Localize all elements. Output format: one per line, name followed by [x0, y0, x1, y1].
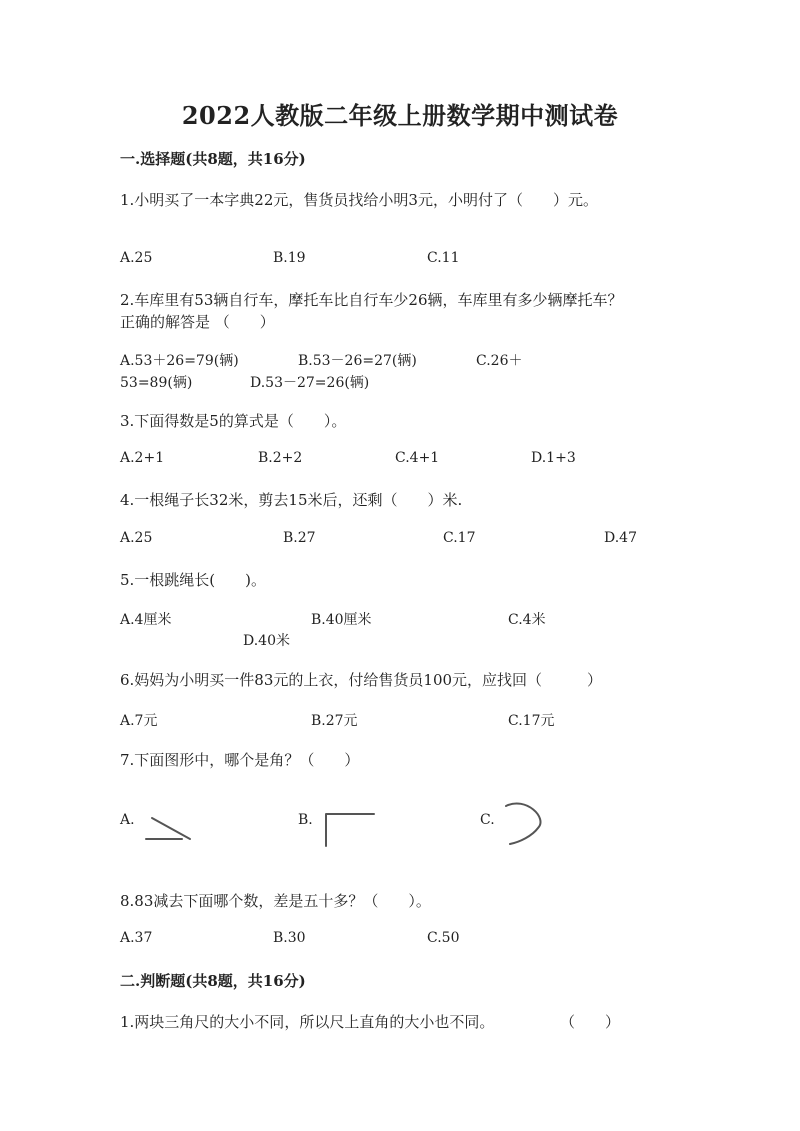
figure-7c-curve-shape: [502, 800, 552, 850]
option-2c[interactable]: C.26＋: [476, 353, 523, 369]
figure-7b-angle-shape: [320, 810, 380, 850]
option-1b[interactable]: B.19: [273, 250, 306, 266]
option-4b[interactable]: B.27: [283, 530, 316, 546]
option-6b[interactable]: B.27元: [311, 713, 358, 729]
option-5d[interactable]: D.40米: [243, 633, 290, 649]
option-2c-continued[interactable]: 53=89(辆): [120, 375, 193, 391]
question-2-line-2: 正确的解答是 （ ）: [120, 313, 275, 331]
option-3b[interactable]: B.2+2: [258, 450, 303, 466]
option-4d[interactable]: D.47: [604, 530, 637, 546]
option-4c[interactable]: C.17: [443, 530, 476, 546]
option-8a[interactable]: A.37: [120, 930, 153, 946]
figure-7a-angle-shape: [140, 815, 200, 845]
option-1c[interactable]: C.11: [427, 250, 460, 266]
page-title: 2022人教版二年级上册数学期中测试卷: [181, 101, 619, 130]
question-4: 4.一根绳子长32米，剪去15米后，还剩（ ）米.: [120, 491, 463, 509]
judgment-answer-blank-1[interactable]: （ ）: [560, 1013, 621, 1031]
section-heading-judgment: 二.判断题(共8题，共16分): [120, 972, 306, 990]
option-2a[interactable]: A.53＋26=79(辆): [120, 353, 239, 369]
question-6: 6.妈妈为小明买一件83元的上衣，付给售货员100元，应找回（ ）: [120, 671, 603, 689]
question-2-line-1: 2.车库里有53辆自行车，摩托车比自行车少26辆，车库里有多少辆摩托车？: [120, 291, 623, 309]
option-7a[interactable]: A.: [120, 812, 135, 828]
option-7b[interactable]: B.: [298, 812, 313, 828]
judgment-question-1: 1.两块三角尺的大小不同，所以尺上直角的大小也不同。: [120, 1013, 495, 1031]
option-5b[interactable]: B.40厘米: [311, 612, 372, 628]
option-4a[interactable]: A.25: [120, 530, 153, 546]
option-1a[interactable]: A.25: [120, 250, 153, 266]
option-7c[interactable]: C.: [480, 812, 495, 828]
option-3c[interactable]: C.4+1: [395, 450, 440, 466]
option-2b[interactable]: B.53－26=27(辆): [298, 353, 417, 369]
option-8c[interactable]: C.50: [427, 930, 460, 946]
option-6a[interactable]: A.7元: [120, 713, 158, 729]
option-6c[interactable]: C.17元: [508, 713, 555, 729]
question-8: 8.83减去下面哪个数，差是五十多？（ ）。: [120, 892, 431, 910]
question-7: 7.下面图形中，哪个是角？（ ）: [120, 751, 360, 769]
option-5c[interactable]: C.4米: [508, 612, 546, 628]
question-3: 3.下面得数是5的算式是（ ）。: [120, 412, 347, 430]
option-3a[interactable]: A.2+1: [120, 450, 165, 466]
option-8b[interactable]: B.30: [273, 930, 306, 946]
question-1: 1.小明买了一本字典22元，售货员找给小明3元，小明付了（ ）元。: [120, 191, 598, 209]
option-3d[interactable]: D.1+3: [531, 450, 576, 466]
option-2d[interactable]: D.53－27=26(辆): [250, 375, 370, 391]
option-5a[interactable]: A.4厘米: [120, 612, 172, 628]
section-heading-choice: 一.选择题(共8题，共16分): [120, 150, 306, 168]
question-5: 5.一根跳绳长( )。: [120, 571, 267, 589]
